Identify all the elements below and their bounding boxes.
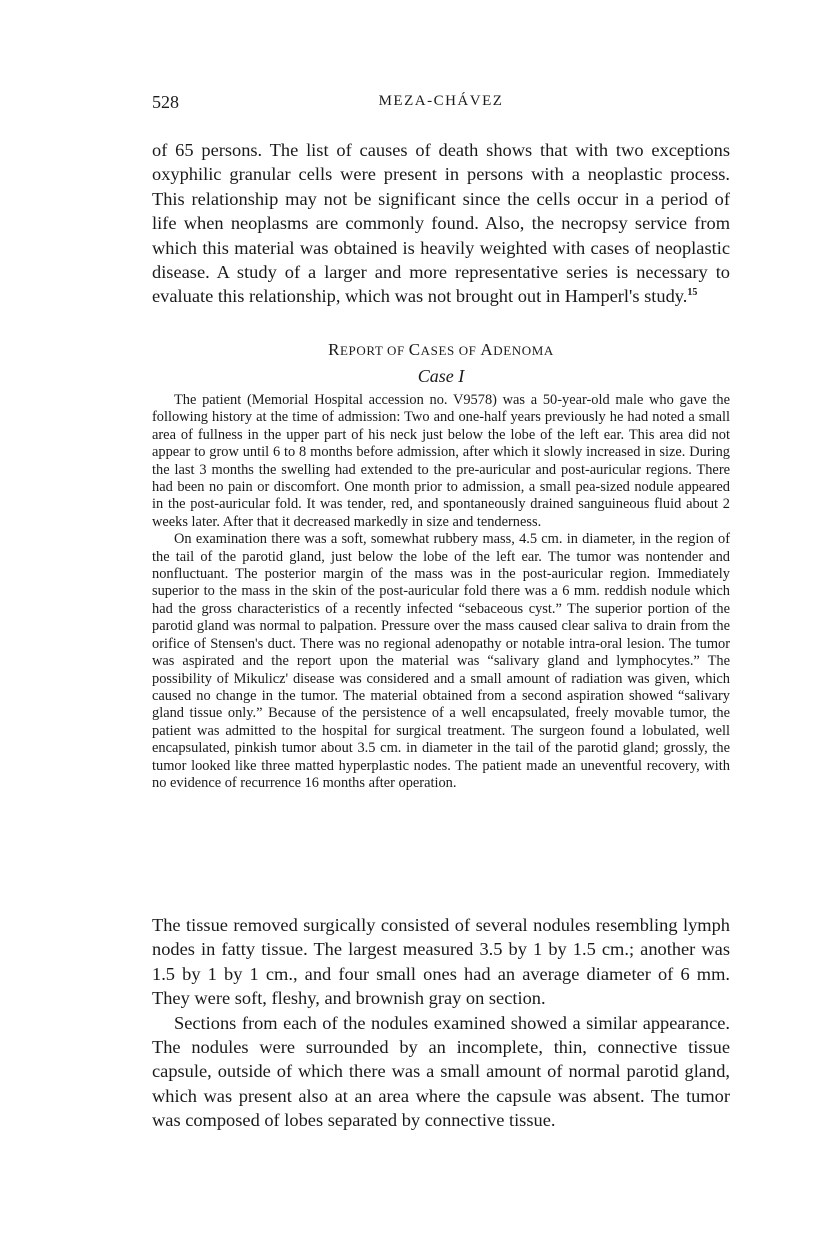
- heading-initial: C: [408, 340, 421, 359]
- heading-initial: R: [328, 340, 341, 359]
- page-number: 528: [152, 92, 179, 112]
- heading-smallcaps: EPORT OF: [340, 343, 409, 358]
- section-heading: [152, 340, 730, 360]
- heading-smallcaps: ASES OF: [420, 343, 481, 358]
- intro-text: of 65 persons. The list of causes of death shows that with two exceptions oxyphilic granular cells were present in persons with a neoplastic process. This relationship may not be significant since the cells occur in a period of life when neoplasms are commonly found. Also, the necropsy service from which this material was obtained is heavily weighted with cases of neoplastic disease. A study of a larger and more representative series is necessary to evaluate this relationship, which was not brought out in Hamperl's study.: [152, 140, 730, 307]
- heading-smallcaps: DENOMA: [493, 343, 554, 358]
- running-head: MEZA-CHÁVEZ: [378, 93, 504, 109]
- footnote-reference: 15: [687, 287, 698, 299]
- page-header: [152, 92, 730, 116]
- case-examination-paragraph: On examination there was a soft, somewhat rubbery mass, 4.5 cm. in diameter, in the region of the tail of the parotid gland, just below the lobe of the left ear. The tumor was nontender and nonfluctuant. The posterior margin of the mass was in the post-auricular region. Immediately superior to the mass in the skin of the post-auricular fold there was a 6 mm. reddish nodule which had the gross characteristics of a recently infected “sebaceous cyst.” The superior portion of the parotid gland was normal to palpation. Pressure over the mass caused clear saliva to drain from the orifice of Stensen's duct. There was no regional adenopathy or notable intra-oral lesion. The tumor was aspirated and the report upon the material was “salivary gland and lymphocytes.” The possibility of Mikulicz' disease was considered and a small amount of radiation was given, which caused no change in the tumor. The material obtained from a second aspiration showed “salivary gland tissue only.” Because of the persistence of a well encapsulated, freely movable tumor, the patient was admitted to the hospital for surgical treatment. The surgeon found a lobulated, well encapsulated, pinkish tumor about 3.5 cm. in diameter in the tail of the parotid gland; grossly, the tumor looked like three matted hyperplastic nodes. The patient made an uneventful recovery, with no evidence of recurrence 16 months after operation.: [152, 531, 730, 791]
- case-report: [152, 392, 730, 792]
- microscopic-description-paragraph: Sections from each of the nodules examined showed a similar appearance. The nodules were surrounded by an incomplete, thin, connective tissue capsule, outside of which there was a small amount of normal parotid gland, which was present also at an area where the capsule was absent. The tumor was composed of lobes separated by connective tissue.: [152, 1012, 730, 1131]
- gross-description-paragraph: The tissue removed surgically consisted of several nodules resembling lymph nodes in fatty tissue. The largest measured 3.5 by 1 by 1.5 cm.; another was 1.5 by 1 by 1 cm., and four small ones had an average diameter of 6 mm. They were soft, fleshy, and brownish gray on section.: [152, 915, 730, 1009]
- heading-initial: A: [480, 340, 494, 359]
- body-text: [152, 913, 730, 1133]
- intro-paragraph: [152, 138, 730, 309]
- case-history-paragraph: The patient (Memorial Hospital accession no. V9578) was a 50-year-old male who gave the following history at the time of admission: Two and one-half years previously he had noted a small area of fullness in the upper part of his neck just below the lobe of the left ear. This area did not appear to grow until 6 to 8 months before admission, after which it slowly increased in size. During the last 3 months the swelling had extended to the pre-auricular and post-auricular regions. There had been no pain or discomfort. One month prior to admission, a small pea-sized nodule appeared in the post-auricular fold. It was tender, red, and spontaneously drained sanguineous fluid about 2 weeks later. After that it decreased markedly in size and tenderness.: [152, 392, 730, 530]
- case-heading: Case I: [417, 366, 465, 386]
